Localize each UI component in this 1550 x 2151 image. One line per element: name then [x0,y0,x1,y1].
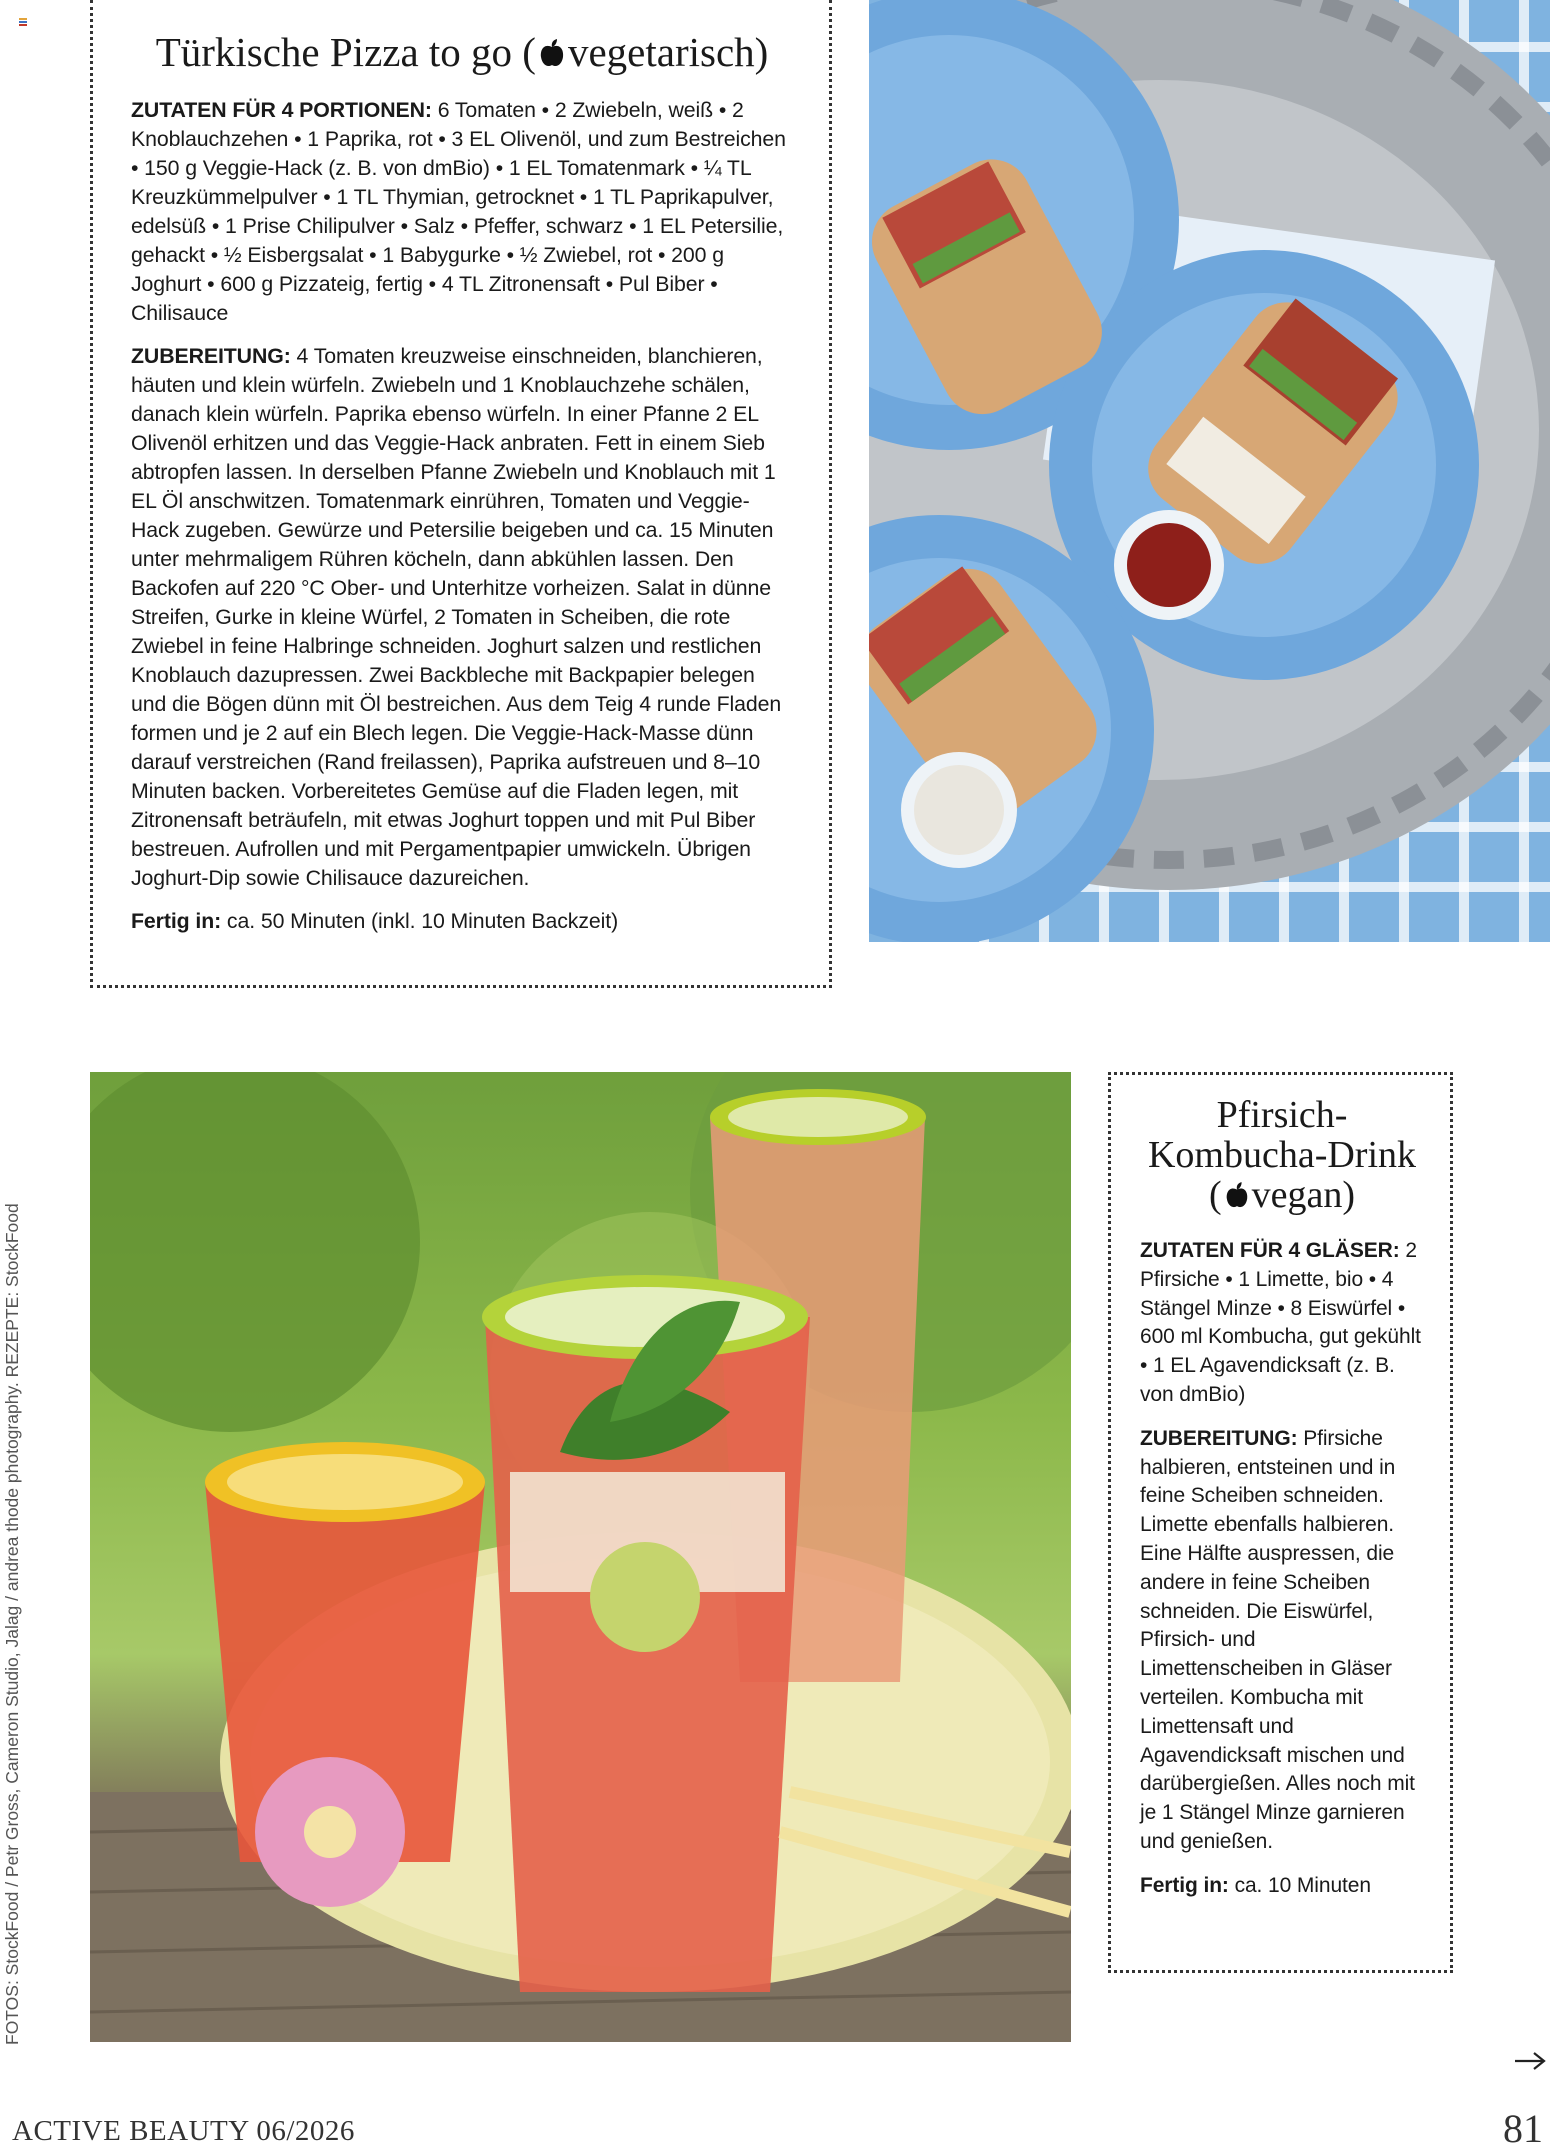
ingredients: ZUTATEN FÜR 4 PORTIONEN: 6 Tomaten • 2 Zwiebeln, weiß • 2 Knoblauchzehen • 1 Paprika, rot • 3 EL Olivenöl, und zum Bestreichen • 150 g Veggie-Hack (z. B. von dmBio) • 1 EL Tomatenmark • ¼ TL Kreuzkümmelpulver • 1 TL Thymian, getrocknet • 1 TL Paprikapulver, edelsüß • 1 Prise Chilipulver • Salz • Pfeffer, schwarz • 1 EL Petersilie, gehackt • ½ Eisbergsalat • 1 Babygurke • ½ Zwiebel, rot • 200 g Joghurt • 600 g Pizzateig, fertig • 4 TL Zitronensaft • Pul Biber • Chilisauce [131,98,786,325]
photo-kombucha-drinks-art [90,1072,1071,2042]
recipe-diet-line: ( vegan) [1208,1174,1356,1216]
preparation: ZUBEREITUNG: Pfirsiche halbieren, entsteinen und in feine Scheiben schneiden. Limette ebenfalls halbieren. Eine Hälfte auspressen, die andere in feine Scheiben schneiden. Die Eiswürfel, Pfirsich- und Limettenscheiben in Gläser verteilen. Kombucha mit Limettensaft und Agavendicksaft mischen und darübergießen. Alles noch mit je 1 Stängel Minze garnieren und genießen. [1140,1426,1415,1853]
ingredients: ZUTATEN FÜR 4 GLÄSER: 2 Pfirsiche • 1 Limette, bio • 4 Stängel Minze • 8 Eiswürfel • 600 ml Kombucha, gut gekühlt • 1 EL Agavendicksaft (z. B. von dmBio) [1140,1239,1421,1406]
corner-mark [19,18,27,26]
apple-leaf-icon [539,39,565,69]
photo-pizza-wraps [869,0,1550,942]
photo-pizza-wraps-art [869,0,1550,942]
total-time: Fertig in: ca. 50 Minuten (inkl. 10 Minuten Backzeit) [131,909,619,933]
magazine-issue: ACTIVE BEAUTY 06/2026 [12,2115,355,2147]
total-time: Fertig in: ca. 10 Minuten [1140,1873,1371,1897]
recipe-turkish-pizza [90,0,832,988]
arrow-right-icon[interactable] [1513,2049,1547,2073]
recipe-peach-kombucha [1108,1072,1453,1973]
recipe-title: Türkische Pizza to go ( vegetarisch) [155,29,769,75]
apple-leaf-icon [1225,1182,1249,1210]
preparation: ZUBEREITUNG: 4 Tomaten kreuzweise einschneiden, blanchieren, häuten und klein würfeln. Zwiebeln und 1 Knoblauchzehe schälen, danach klein würfeln. Paprika ebenso würfeln. In einer Pfanne 2 EL Olivenöl erhitzen und das Veggie-Hack anbraten. Fett in einem Sieb abtropfen lassen. In derselben Pfanne Zwiebeln und Knoblauch mit 1 EL Öl anschwitzen. Tomatenmark einrühren, Tomaten und Veggie-Hack zugeben. Gewürze und Petersilie beigeben und ca. 15 Minuten unter mehrmaligem Rühren köcheln, dann abkühlen lassen. Den Backofen auf 220 °C Ober- und Unterhitze vorheizen. Salat in dünne Streifen, Gurke in kleine Würfel, 2 Tomaten in Scheiben, die rote Zwiebel in feine Halbringe schneiden. Joghurt salzen und restlichen Knoblauch dazupressen. Zwei Backbleche mit Backpapier belegen und die Bögen dünn mit Öl bestreichen. Aus dem Teig 4 runde Fladen formen und je 2 auf ein Blech legen. Die Veggie-Hack-Masse dünn darauf verstreichen (Rand freilassen), Paprika aufstreuen und 8–10 Minuten backen. Vorbereitetes Gemüse auf die Fladen legen, mit Zitronensaft beträufeln, mit etwas Joghurt toppen und mit Pul Biber bestreuen. Aufrollen und mit Pergamentpapier umwickeln. Übrigen Joghurt-Dip sowie Chilisauce dazureichen. [131,344,782,890]
photo-credit: FOTOS: StockFood / Petr Gross, Cameron Studio, Jalag / andrea thode photography. REZEPTE: StockFood [2,1203,22,2045]
photo-kombucha-drinks [90,1072,1071,2042]
page-number: 81 [1503,2106,1543,2151]
recipe-title: Pfirsich- Kombucha-Drink ( vegan) [1140,1095,1424,1215]
